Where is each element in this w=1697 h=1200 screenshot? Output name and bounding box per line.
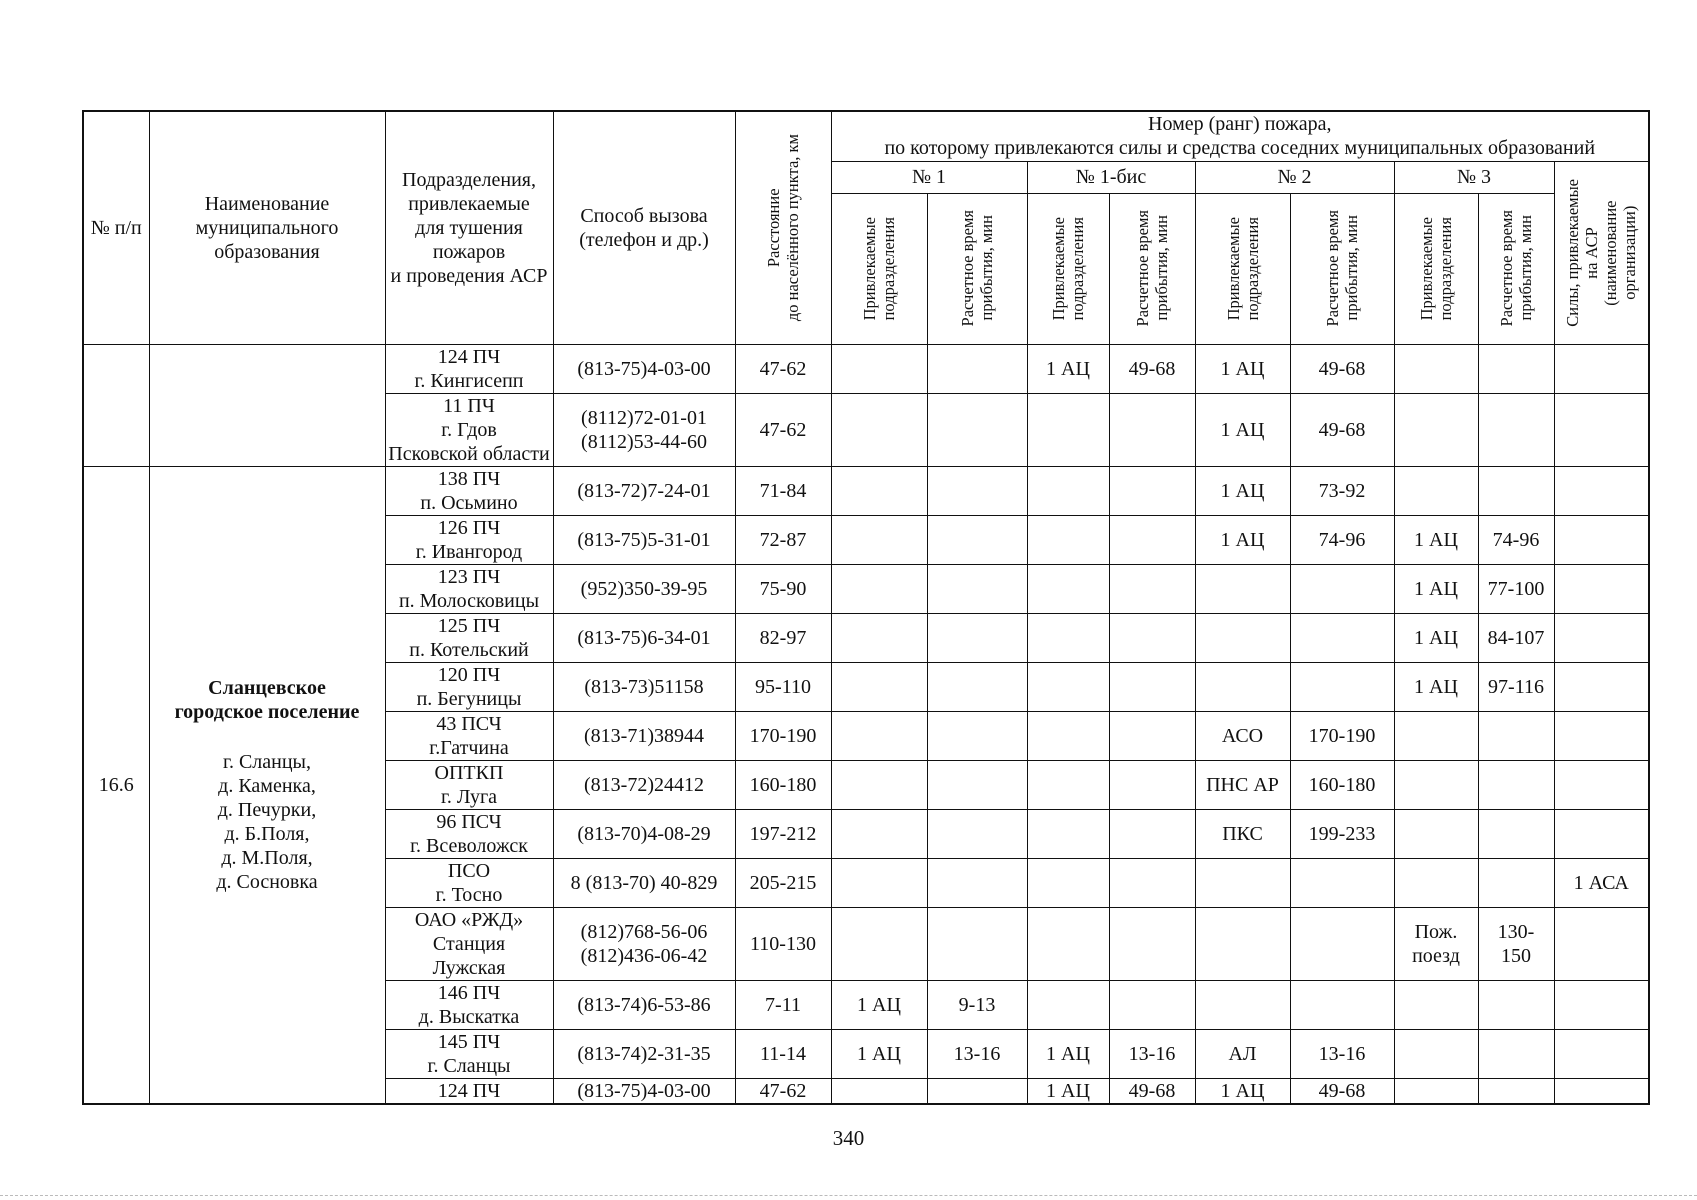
rank-cell-r1u [831, 613, 927, 662]
distance-cell: 95-110 [735, 662, 831, 711]
header-rank-3: № 3 [1394, 161, 1554, 193]
phone-cell: (813-75)6-34-01 [553, 613, 735, 662]
locality: г. Сланцы, [223, 750, 311, 773]
rank-cell-r1t [927, 466, 1027, 515]
rank-cell-asr [1554, 515, 1649, 564]
rank-cell-r1bt: 49-68 [1109, 344, 1195, 393]
header-units: Подразделения, привлекаемые для тушения пожаров и проведения АСР [385, 111, 553, 344]
unit-cell: 126 ПЧ г. Ивангород [385, 515, 553, 564]
rank-cell-r2u [1195, 564, 1290, 613]
distance-cell: 82-97 [735, 613, 831, 662]
rank-cell-r1u [831, 760, 927, 809]
rank-cell-r1t [927, 613, 1027, 662]
rank-cell-r1bu [1027, 515, 1109, 564]
rank-cell-asr [1554, 466, 1649, 515]
header-involved-units: Привлекаемые подразделения [1195, 193, 1290, 344]
rank-cell-r2u: ПНС АР [1195, 760, 1290, 809]
unit-cell: 43 ПСЧ г.Гатчина [385, 711, 553, 760]
rank-cell-r1bt [1109, 564, 1195, 613]
phone-cell: (813-72)24412 [553, 760, 735, 809]
rank-cell-r1bu [1027, 711, 1109, 760]
rank-cell-r2u: 1 АЦ [1195, 515, 1290, 564]
page-number: 340 [832, 1126, 865, 1150]
rank-cell-r1t [927, 711, 1027, 760]
rank-cell-r3t: 97-116 [1478, 662, 1554, 711]
distance-cell: 110-130 [735, 907, 831, 980]
rank-cell-r3u: 1 АЦ [1394, 613, 1478, 662]
unit-cell: 138 ПЧ п. Осьмино [385, 466, 553, 515]
rank-cell-r2u: ПКС [1195, 809, 1290, 858]
rank-cell-r2t: 170-190 [1290, 711, 1394, 760]
rank-cell-r1bu [1027, 858, 1109, 907]
distance-cell: 205-215 [735, 858, 831, 907]
rank-cell-r1bt: 13-16 [1109, 1029, 1195, 1078]
header-municipality: Наименование муниципального образования [149, 111, 385, 344]
rank-cell-r1bt: 49-68 [1109, 1078, 1195, 1104]
rank-cell-r3t [1478, 344, 1554, 393]
rank-cell-r3t [1478, 466, 1554, 515]
rank-cell-r1t [927, 662, 1027, 711]
distance-cell: 72-87 [735, 515, 831, 564]
rank-cell-r3u [1394, 1029, 1478, 1078]
phone-cell: 8 (813-70) 40-829 [553, 858, 735, 907]
rank-cell-r1bu [1027, 809, 1109, 858]
locality: д. Каменка, [218, 774, 316, 797]
table-row [83, 344, 1649, 393]
unit-cell: ПСО г. Тосно [385, 858, 553, 907]
unit-cell: ОАО «РЖД» Станция Лужская [385, 907, 553, 980]
rank-cell-r1t [927, 809, 1027, 858]
phone-cell: (813-73)51158 [553, 662, 735, 711]
distance-cell: 7-11 [735, 980, 831, 1029]
rank-cell-r3u [1394, 858, 1478, 907]
rank-cell-r3u [1394, 344, 1478, 393]
header-number: № п/п [83, 111, 149, 344]
rank-cell-r1u [831, 907, 927, 980]
rank-cell-asr [1554, 1078, 1649, 1104]
unit-cell: ОПТКП г. Луга [385, 760, 553, 809]
rank-cell-r2u: 1 АЦ [1195, 1078, 1290, 1104]
unit-cell: 124 ПЧ [385, 1078, 553, 1104]
rank-cell-r3u [1394, 980, 1478, 1029]
rank-cell-r1u [831, 858, 927, 907]
rank-cell-r3t [1478, 980, 1554, 1029]
municipality-name: Сланцевское городское поселение г. Сланцы, д. Каменка, д. Печурки, д. Б.Поля, д. М.Поля, д. Сосновка [149, 466, 385, 1104]
rank-cell-r2t [1290, 980, 1394, 1029]
rank-cell-asr [1554, 980, 1649, 1029]
distance-cell: 71-84 [735, 466, 831, 515]
rank-cell-r1bu: 1 АЦ [1027, 344, 1109, 393]
header-involved-units: Привлекаемые подразделения [1027, 193, 1109, 344]
rank-cell-r1u [831, 564, 927, 613]
rank-cell-r3t [1478, 1078, 1554, 1104]
rank-cell-r1bt [1109, 662, 1195, 711]
header-rank-title: Номер (ранг) пожара, по которому привлекаются силы и средства соседних муниципальных образований [831, 111, 1649, 161]
distance-cell: 170-190 [735, 711, 831, 760]
scan-edge-line [0, 1195, 1697, 1196]
locality: д. Б.Поля, [224, 822, 310, 845]
header-arrival-time: Расчетное время прибытия, мин [1290, 193, 1394, 344]
rank-cell-r2t: 13-16 [1290, 1029, 1394, 1078]
rank-cell-asr [1554, 662, 1649, 711]
phone-cell: (8112)72-01-01 (8112)53-44-60 [553, 393, 735, 466]
rank-cell-asr [1554, 613, 1649, 662]
rank-cell-r2t: 74-96 [1290, 515, 1394, 564]
header-involved-units: Привлекаемые подразделения [831, 193, 927, 344]
header-arrival-time: Расчетное время прибытия, мин [927, 193, 1027, 344]
rank-cell-r1bu [1027, 760, 1109, 809]
rank-cell-r2u [1195, 980, 1290, 1029]
rank-cell-r1bu [1027, 393, 1109, 466]
locality: д. М.Поля, [221, 846, 313, 869]
distance-cell: 160-180 [735, 760, 831, 809]
rank-cell-r1bt [1109, 393, 1195, 466]
rank-cell-r2t: 49-68 [1290, 393, 1394, 466]
rank-cell-r3u: 1 АЦ [1394, 515, 1478, 564]
rank-cell-r1t [927, 344, 1027, 393]
rank-cell-r1bt [1109, 613, 1195, 662]
unit-cell: 96 ПСЧ г. Всеволожск [385, 809, 553, 858]
distance-cell: 11-14 [735, 1029, 831, 1078]
distance-cell: 47-62 [735, 344, 831, 393]
header-call-method: Способ вызова (телефон и др.) [553, 111, 735, 344]
rank-cell-asr [1554, 711, 1649, 760]
rank-cell-r1bu [1027, 466, 1109, 515]
locality: д. Сосновка [216, 870, 318, 893]
header-distance: Расстояние до населённого пункта, км [735, 111, 831, 344]
distance-cell: 47-62 [735, 393, 831, 466]
rank-cell-r2u [1195, 907, 1290, 980]
distance-cell: 75-90 [735, 564, 831, 613]
rank-cell-r3u [1394, 1078, 1478, 1104]
unit-cell: 11 ПЧ г. Гдов Псковской области [385, 393, 553, 466]
rank-cell-r1u [831, 809, 927, 858]
rank-cell-r3t [1478, 760, 1554, 809]
rank-cell-r2u: 1 АЦ [1195, 393, 1290, 466]
rank-cell-r1u [831, 515, 927, 564]
rank-cell-r2u: 1 АЦ [1195, 344, 1290, 393]
header-rank-1bis: № 1-бис [1027, 161, 1195, 193]
rank-cell-r1bt [1109, 809, 1195, 858]
rank-cell-r3u: Пож. поезд [1394, 907, 1478, 980]
rank-cell-r2t: 49-68 [1290, 344, 1394, 393]
table-row [83, 466, 1649, 515]
rank-cell-r2u [1195, 858, 1290, 907]
rank-cell-r3u [1394, 760, 1478, 809]
rank-cell-r1bt [1109, 907, 1195, 980]
phone-cell: (813-74)2-31-35 [553, 1029, 735, 1078]
rank-cell-r1t [927, 515, 1027, 564]
rank-cell-r1t [927, 858, 1027, 907]
rank-cell-r2u: АЛ [1195, 1029, 1290, 1078]
rank-cell-r2t [1290, 858, 1394, 907]
rank-cell-r1bu [1027, 907, 1109, 980]
phone-cell: (813-70)4-08-29 [553, 809, 735, 858]
rank-cell-r1bu: 1 АЦ [1027, 1029, 1109, 1078]
rank-cell-r2t: 73-92 [1290, 466, 1394, 515]
rank-cell-r1u [831, 662, 927, 711]
header-rank-1: № 1 [831, 161, 1027, 193]
rank-cell-r1t: 13-16 [927, 1029, 1027, 1078]
rank-cell-r1bt [1109, 466, 1195, 515]
header-rank-2: № 2 [1195, 161, 1394, 193]
phone-cell: (813-71)38944 [553, 711, 735, 760]
rank-cell-r3u: 1 АЦ [1394, 662, 1478, 711]
distance-cell: 197-212 [735, 809, 831, 858]
rank-cell-r1t [927, 1078, 1027, 1104]
rank-cell-asr [1554, 1029, 1649, 1078]
rank-cell-r2u: АСО [1195, 711, 1290, 760]
locality: д. Печурки, [217, 798, 317, 821]
number-cell-empty [83, 344, 149, 466]
rank-cell-asr: 1 АСА [1554, 858, 1649, 907]
rank-cell-r2t: 160-180 [1290, 760, 1394, 809]
rank-cell-r3t [1478, 1029, 1554, 1078]
rank-cell-r3t: 74-96 [1478, 515, 1554, 564]
fire-forces-table [82, 110, 1650, 1105]
header-asr: Силы, привлекаемые на АСР (наименование организации) [1554, 161, 1649, 344]
rank-cell-r1u: 1 АЦ [831, 980, 927, 1029]
rank-cell-asr [1554, 907, 1649, 980]
phone-cell: (813-75)4-03-00 [553, 1078, 735, 1104]
rank-cell-r3t: 77-100 [1478, 564, 1554, 613]
phone-cell: (813-72)7-24-01 [553, 466, 735, 515]
rank-cell-r1bt [1109, 515, 1195, 564]
unit-cell: 120 ПЧ п. Бегуницы [385, 662, 553, 711]
unit-cell: 125 ПЧ п. Котельский [385, 613, 553, 662]
phone-cell: (813-75)5-31-01 [553, 515, 735, 564]
rank-cell-r2u: 1 АЦ [1195, 466, 1290, 515]
rank-cell-r1bu [1027, 564, 1109, 613]
phone-cell: (813-75)4-03-00 [553, 344, 735, 393]
rank-cell-r1t: 9-13 [927, 980, 1027, 1029]
rank-cell-r3u [1394, 711, 1478, 760]
distance-cell: 47-62 [735, 1078, 831, 1104]
rank-cell-asr [1554, 809, 1649, 858]
rank-cell-r3t [1478, 711, 1554, 760]
header-arrival-time: Расчетное время прибытия, мин [1478, 193, 1554, 344]
rank-cell-r2t: 49-68 [1290, 1078, 1394, 1104]
unit-cell: 124 ПЧ г. Кингисепп [385, 344, 553, 393]
rank-cell-r3t [1478, 809, 1554, 858]
rank-cell-r1bu [1027, 613, 1109, 662]
rank-cell-r1t [927, 907, 1027, 980]
rank-cell-r3u: 1 АЦ [1394, 564, 1478, 613]
municipality-number: 16.6 [83, 466, 149, 1104]
rank-cell-r1bu [1027, 980, 1109, 1029]
rank-cell-r2t: 199-233 [1290, 809, 1394, 858]
phone-cell: (812)768-56-06 (812)436-06-42 [553, 907, 735, 980]
rank-cell-r2u [1195, 662, 1290, 711]
rank-cell-r1bu: 1 АЦ [1027, 1078, 1109, 1104]
rank-cell-r2t [1290, 662, 1394, 711]
rank-cell-r3u [1394, 466, 1478, 515]
unit-cell: 123 ПЧ п. Молосковицы [385, 564, 553, 613]
rank-cell-r1t [927, 393, 1027, 466]
rank-cell-r1bt [1109, 858, 1195, 907]
rank-cell-r3t: 84-107 [1478, 613, 1554, 662]
rank-cell-r2t [1290, 564, 1394, 613]
rank-cell-r1bu [1027, 662, 1109, 711]
rank-cell-asr [1554, 760, 1649, 809]
rank-cell-r3u [1394, 809, 1478, 858]
rank-cell-asr [1554, 393, 1649, 466]
unit-cell: 145 ПЧ г. Сланцы [385, 1029, 553, 1078]
unit-cell: 146 ПЧ д. Выскатка [385, 980, 553, 1029]
header-arrival-time: Расчетное время прибытия, мин [1109, 193, 1195, 344]
rank-cell-r3u [1394, 393, 1478, 466]
rank-cell-r2t [1290, 907, 1394, 980]
rank-cell-r1bt [1109, 760, 1195, 809]
rank-cell-r1u [831, 393, 927, 466]
rank-cell-r1u: 1 АЦ [831, 1029, 927, 1078]
municipality-cell-empty [149, 344, 385, 466]
rank-cell-r2t [1290, 613, 1394, 662]
rank-cell-r1u [831, 344, 927, 393]
rank-cell-asr [1554, 344, 1649, 393]
rank-cell-r1t [927, 564, 1027, 613]
rank-cell-r3t [1478, 858, 1554, 907]
rank-cell-asr [1554, 564, 1649, 613]
rank-cell-r1t [927, 760, 1027, 809]
rank-cell-r1u [831, 711, 927, 760]
rank-cell-r1bt [1109, 711, 1195, 760]
rank-cell-r2u [1195, 613, 1290, 662]
rank-cell-r1bt [1109, 980, 1195, 1029]
rank-cell-r1u [831, 1078, 927, 1104]
phone-cell: (952)350-39-95 [553, 564, 735, 613]
rank-cell-r3t [1478, 393, 1554, 466]
rank-cell-r3t: 130- 150 [1478, 907, 1554, 980]
phone-cell: (813-74)6-53-86 [553, 980, 735, 1029]
header-involved-units: Привлекаемые подразделения [1394, 193, 1478, 344]
rank-cell-r1u [831, 466, 927, 515]
